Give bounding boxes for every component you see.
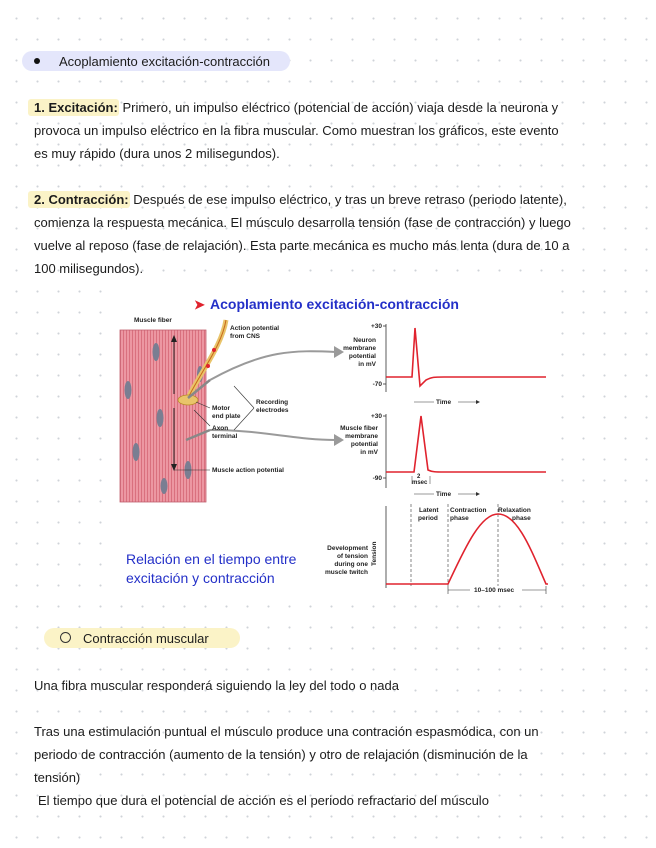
figure-caption-line1: Relación en el tiempo entre xyxy=(126,551,297,567)
label-mfiber-4: in mV xyxy=(360,449,378,456)
text-refractario: El tiempo que dura el potencial de acción es el periodo refractario del músculo xyxy=(38,793,489,808)
contraccion-label: 2. Contracción: xyxy=(34,192,129,207)
section-heading-contraccion-muscular xyxy=(44,628,240,648)
bullet-dot-icon xyxy=(34,58,40,64)
label-neuron-2: membrane xyxy=(343,345,376,352)
tick-plus30-a: +30 xyxy=(370,323,382,330)
label-two: 2 xyxy=(417,474,421,480)
excitacion-line2: provoca un impulso eléctrico en la fibra muscular. Como muestran los gráficos, este evento xyxy=(34,123,559,138)
section-heading-label: Acoplamiento excitación-contracción xyxy=(59,54,270,69)
tick-plus30-b: +30 xyxy=(370,413,382,420)
paragraph-contraccion xyxy=(34,188,624,280)
label-neuron-1: Neuron xyxy=(353,337,376,344)
label-msec: msec xyxy=(412,480,428,486)
label-axon-1: Axon xyxy=(212,425,229,432)
tick-minus70: -70 xyxy=(372,381,382,388)
label-neuron-3: potential xyxy=(348,353,376,360)
excitation-contraction-figure xyxy=(114,290,554,602)
contraccion-line1: Después de ese impulso eléctrico, y tras un breve retraso (periodo latente), xyxy=(133,192,567,207)
label-action-potential-1: Action potential xyxy=(230,325,280,332)
label-time-b: Time xyxy=(436,491,452,498)
label-contraction-1: Contraction xyxy=(450,507,487,514)
label-mfiber-2: membrane xyxy=(345,433,378,440)
tick-minus90: -90 xyxy=(372,475,382,482)
excitacion-label: 1. Excitación: xyxy=(34,100,118,115)
text-tras-line1: Tras una estimulación puntual el músculo produce una contración espasmódica, con un xyxy=(34,724,539,739)
contraccion-line2: comienza la respuesta mecánica. El músculo desarrolla tensión (fase de contracción) y luego xyxy=(34,215,571,230)
label-motor-1: Motor xyxy=(212,405,231,412)
label-muscle-action-potential: Muscle action potential xyxy=(212,467,284,474)
label-muscle-fiber: Muscle fiber xyxy=(134,317,172,324)
label-contraction-2: phase xyxy=(450,515,469,522)
label-mfiber-1: Muscle fiber xyxy=(340,425,378,432)
figure-title: Acoplamiento excitación-contracción xyxy=(210,296,459,312)
figure-caption-line2: excitación y contracción xyxy=(126,570,275,586)
bullet-circle-icon xyxy=(60,632,71,643)
label-neuron-4: in mV xyxy=(358,361,376,368)
label-dev-2: of tension xyxy=(336,553,368,560)
label-dev-1: Development xyxy=(327,545,368,552)
label-tension-axis: Tension xyxy=(371,541,378,566)
muscle-fiber-illustration xyxy=(120,330,206,502)
excitacion-line3: es muy rápido (dura unos 2 milisegundos). xyxy=(34,146,280,161)
label-latent-1: Latent xyxy=(419,507,439,514)
paragraph-excitacion xyxy=(34,96,624,165)
section-heading-label-2: Contracción muscular xyxy=(83,631,209,646)
contraccion-line3: vuelve al reposo (fase de relajación). Esta parte mecánica es mucho más lenta (dura de 10 a xyxy=(34,238,570,253)
contraccion-line4: 100 milisegundos). xyxy=(34,261,144,276)
label-duration: 10–100 msec xyxy=(474,587,515,594)
excitacion-line1: Primero, un impulso eléctrico (potencial de acción) viaja desde la neurona y xyxy=(122,100,559,115)
title-arrow-icon: ➤ xyxy=(194,297,205,312)
text-todo-o-nada: Una fibra muscular responderá siguiendo la ley del todo o nada xyxy=(34,678,399,693)
label-time-a: Time xyxy=(436,399,452,406)
text-tras-line3: tensión) xyxy=(34,770,81,785)
label-axon-2: terminal xyxy=(212,433,238,440)
label-latent-2: period xyxy=(418,515,438,522)
label-mfiber-3: potential xyxy=(350,441,378,448)
section-heading-acoplamiento xyxy=(22,51,290,71)
label-relaxation-2: phase xyxy=(512,515,531,522)
label-relaxation-1: Relaxation xyxy=(498,507,531,514)
label-recording-2: electrodes xyxy=(256,407,289,414)
label-motor-2: end plate xyxy=(212,413,241,420)
text-tras-line2: periodo de contracción (aumento de la tensión) y otro de relajación (disminución de la xyxy=(34,747,528,762)
label-action-potential-2: from CNS xyxy=(230,333,260,340)
label-dev-4: muscle twitch xyxy=(325,569,368,576)
label-dev-3: during one xyxy=(334,561,368,568)
label-recording-1: Recording xyxy=(256,399,289,406)
